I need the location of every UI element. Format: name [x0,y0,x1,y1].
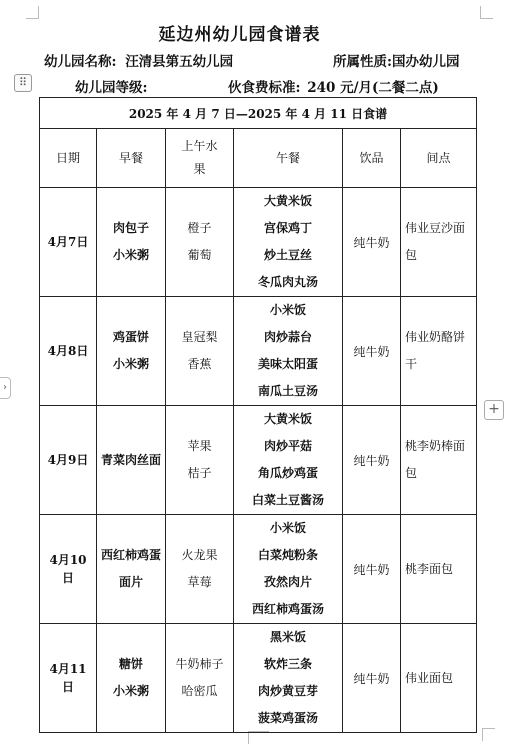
drink-cell: 纯牛奶 [343,297,401,406]
fee-line [228,76,439,96]
collapse-arrow-icon[interactable]: › [0,377,11,399]
menu-table [39,97,477,733]
date-cell: 4月8日 [40,297,97,406]
table-row [40,515,477,624]
fruit-cell [166,188,234,297]
header-drink: 饮品 [343,129,401,188]
fee-value: 240 元/月(二餐二点) [307,80,439,96]
breakfast-cell [97,188,166,297]
header-row [40,129,477,188]
breakfast-item: 小米粥 [112,248,149,262]
table-row [40,406,477,515]
table-row [40,297,477,406]
lunch-cell [234,515,343,624]
lunch-item: 肉炒蒜台 [263,330,312,344]
fruit-item: 橙子 [187,221,212,235]
breakfast-item: 糖饼 [118,657,143,671]
lunch-cell [234,624,343,733]
lunch-item: 小米饭 [269,303,306,317]
fruit-item: 香蕉 [187,357,212,371]
lunch-item: 南瓜土豆汤 [257,384,318,398]
date-cell: 4月9日 [40,406,97,515]
fruit-item: 牛奶柿子 [175,657,224,671]
lunch-item: 肉炒平菇 [263,439,312,453]
lunch-item: 西红柿鸡蛋汤 [251,602,324,616]
lunch-item: 白菜炖粉条 [257,548,318,562]
fruit-cell [166,624,234,733]
header-lunch: 午餐 [234,129,343,188]
lunch-item: 小米饭 [269,521,306,535]
lunch-item: 炒土豆丝 [263,248,312,262]
header-fruit: 上午水果 [166,129,234,188]
fruit-item: 桔子 [187,466,212,480]
fruit-cell [166,297,234,406]
name-value: 汪清县第五幼儿园 [125,54,234,70]
fruit-item: 火龙果 [181,548,218,562]
lunch-item: 角瓜炒鸡蛋 [257,466,318,480]
lunch-item: 大黄米饭 [263,412,312,426]
breakfast-cell [97,406,166,515]
breakfast-cell [97,624,166,733]
fruit-item: 草莓 [187,575,212,589]
table-row [40,624,477,733]
lunch-item: 美味太阳蛋 [257,357,318,371]
breakfast-item: 小米粥 [112,357,149,371]
snack-cell: 桃李面包 [401,515,477,624]
kindergarten-name-line [44,50,233,70]
lunch-item: 软炸三条 [263,657,312,671]
lunch-cell [234,188,343,297]
lunch-item: 孜然肉片 [263,575,312,589]
fee-label: 伙食费标准: [228,80,301,96]
lunch-item: 黑米饭 [269,630,306,644]
page-corner-mark [482,728,495,741]
lunch-item: 宫保鸡丁 [263,221,312,235]
grade-label: 幼儿园等级: [75,80,148,96]
breakfast-item: 青菜肉丝面 [101,452,162,467]
drink-cell: 纯牛奶 [343,188,401,297]
header-date: 日期 [40,129,97,188]
lunch-item: 肉炒黄豆芽 [257,684,318,698]
date-cell: 4月10日 [40,515,97,624]
fruit-cell [166,515,234,624]
fruit-item: 葡萄 [187,248,212,262]
snack-cell: 伟业奶酪饼干 [401,297,477,406]
header-snack: 间点 [401,129,477,188]
period-cell: 2025 年 4 月 7 日—2025 年 4 月 11 日食谱 [40,98,477,129]
breakfast-item: 西红柿鸡蛋面片 [101,548,162,589]
lunch-cell [234,406,343,515]
table-move-handle-icon[interactable]: ⠿ [14,74,32,92]
page-corner-mark [480,6,493,19]
lunch-item: 大黄米饭 [263,194,312,208]
lunch-item: 冬瓜肉丸汤 [257,275,318,289]
page-title: 延边州幼儿园食谱表 [158,25,321,45]
header-breakfast: 早餐 [97,129,166,188]
period-row [40,98,477,129]
snack-cell: 伟业面包 [401,624,477,733]
breakfast-item: 肉包子 [112,221,149,235]
fruit-cell [166,406,234,515]
nature-value: 国办幼儿园 [391,54,460,70]
fruit-item: 皇冠梨 [181,330,218,344]
page-corner-mark [26,6,39,19]
breakfast-item: 小米粥 [112,684,149,698]
breakfast-cell [97,515,166,624]
drink-cell: 纯牛奶 [343,624,401,733]
date-cell: 4月7日 [40,188,97,297]
drink-cell: 纯牛奶 [343,515,401,624]
breakfast-cell [97,297,166,406]
fruit-item: 哈密瓜 [181,684,218,698]
drink-cell: 纯牛奶 [343,406,401,515]
add-column-icon[interactable]: + [484,400,504,420]
snack-cell: 伟业豆沙面包 [401,188,477,297]
table-row [40,188,477,297]
lunch-cell [234,297,343,406]
fruit-item: 苹果 [187,439,212,453]
name-label: 幼儿园名称: [44,54,117,70]
nature-label: 所属性质: [333,54,392,70]
snack-cell: 桃李奶棒面包 [401,406,477,515]
lunch-item: 白菜土豆酱汤 [251,493,324,507]
breakfast-item: 鸡蛋饼 [112,330,149,344]
date-cell: 4月11日 [40,624,97,733]
grade-line [75,76,147,96]
nature-line [333,50,459,70]
lunch-item: 菠菜鸡蛋汤 [257,711,318,725]
